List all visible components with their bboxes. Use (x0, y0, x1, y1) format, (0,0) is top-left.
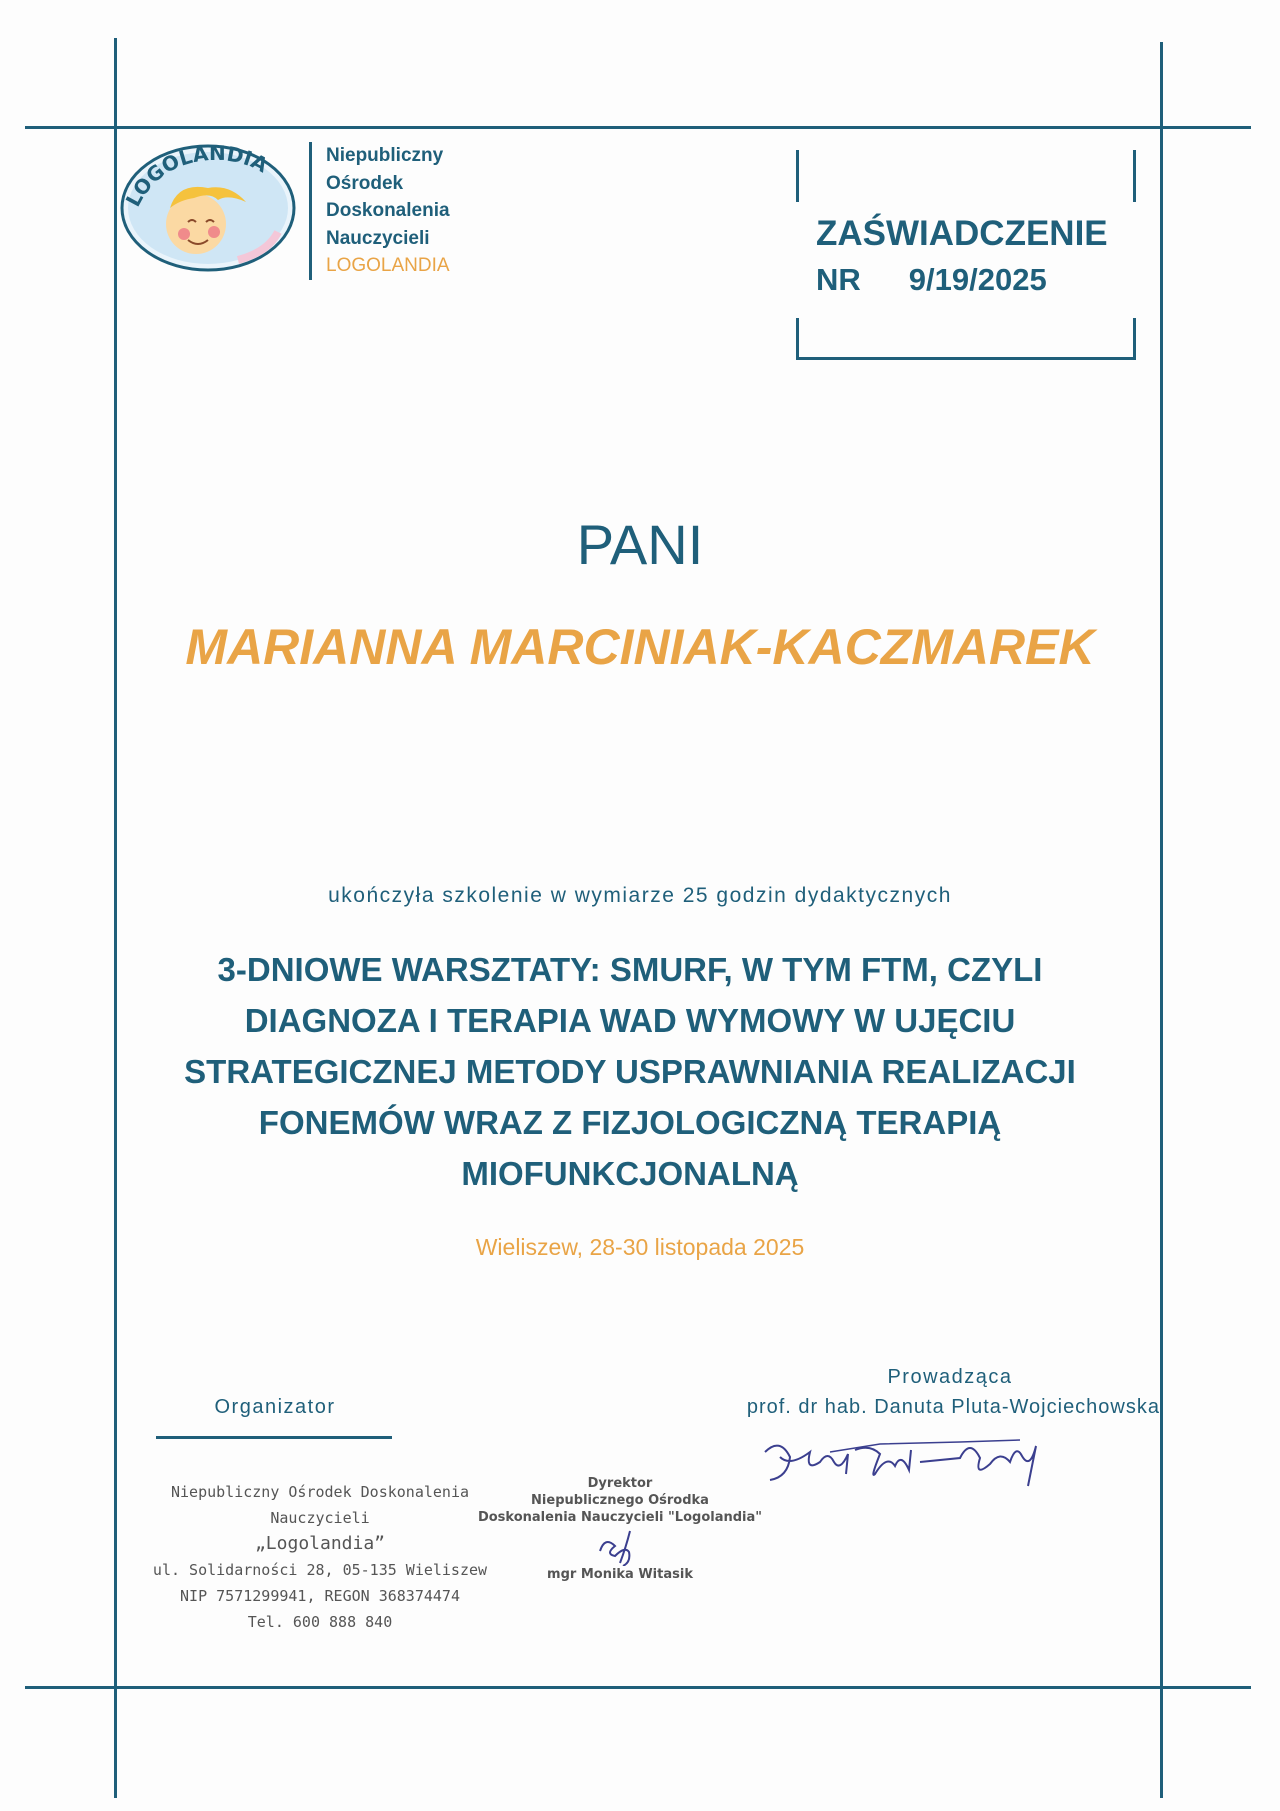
director-name: mgr Monika Witasik (547, 1567, 693, 1582)
place-date: Wieliszew, 28-30 listopada 2025 (475, 1234, 805, 1260)
certificate-title: ZAŚWIADCZENIE (816, 214, 1108, 253)
certificate-number-box (796, 150, 1136, 360)
frame-line-top (25, 126, 1251, 129)
stamp-line: „Logolandia” (254, 1533, 386, 1554)
frame-line-bottom (25, 1686, 1251, 1689)
director-stamp-line: Doskonalenia Nauczycieli "Logolandia" (477, 1510, 763, 1525)
org-line: Ośrodek (326, 172, 404, 194)
organizer-signature-line (156, 1436, 392, 1439)
organization-name (309, 142, 450, 280)
org-line: Doskonalenia (326, 200, 450, 221)
lead-title: Prowadząca (887, 1366, 1013, 1388)
frame-line-left (114, 38, 117, 1798)
director-stamp (470, 1475, 770, 1583)
director-signature (470, 1526, 770, 1566)
organizer-label: Organizator (214, 1396, 336, 1418)
completion-statement: ukończyła szkolenie w wymiarze 25 godzin dydaktycznych (328, 884, 952, 907)
stamp-line: Tel. 600 888 840 (247, 1613, 393, 1631)
stamp-line: Niepubliczny Ośrodek Doskonalenia Nauczycieli (170, 1483, 469, 1527)
logolandia-logo (118, 142, 298, 274)
lead-name: prof. dr hab. Danuta Pluta-Wojciechowska (746, 1396, 1160, 1418)
certificate-nr-label: NR (816, 262, 861, 297)
stamp-line: ul. Solidarności 28, 05-135 Wieliszew (152, 1561, 488, 1579)
logo-text: LOGOLANDIA (120, 142, 272, 211)
course-line: STRATEGICZNEJ METODY USPRAWNIANIA REALIZACJI (184, 1053, 1076, 1090)
frame-line-right (1160, 42, 1163, 1798)
organizer-stamp (130, 1479, 510, 1635)
stamp-line: NIP 7571299941, REGON 368374474 (180, 1587, 460, 1605)
org-line: Nauczycieli (326, 227, 430, 249)
course-line: DIAGNOZA I TERAPIA WAD WYMOWY W UJĘCIU (244, 1002, 1016, 1039)
course-title (130, 944, 1130, 1199)
certificate-number (816, 262, 1047, 298)
course-line: MIOFUNKCJONALNĄ (461, 1155, 799, 1192)
salutation: PANI (576, 513, 704, 576)
org-brand: LOGOLANDIA (326, 255, 450, 276)
course-line: 3-DNIOWE WARSZTATY: SMURF, W TYM FTM, CZYLI (217, 951, 1043, 988)
course-line: FONEMÓW WRAZ Z FIZJOLOGICZNĄ TERAPIĄ (258, 1104, 1002, 1141)
director-stamp-line: Dyrektor (587, 1476, 653, 1491)
recipient-name: MARIANNA MARCINIAK-KACZMAREK (185, 619, 1095, 675)
lead-signature (760, 1432, 1090, 1502)
certificate-number-value: 9/19/2025 (908, 262, 1047, 297)
org-line: Niepubliczny (326, 145, 444, 166)
director-stamp-line: Niepublicznego Ośrodka (531, 1493, 709, 1508)
